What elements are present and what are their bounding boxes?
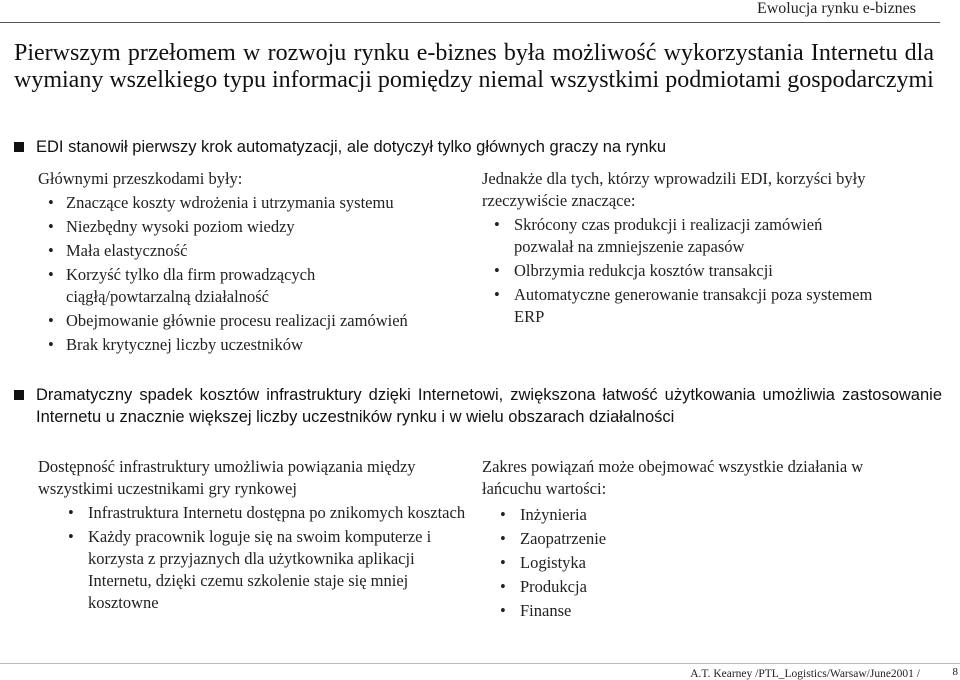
list-item: • Obejmowanie głównie procesu realizacji zamówień	[38, 310, 478, 332]
cost-bullet-text: Dramatyczny spadek kosztów infrastruktury dzięki Internetowi, zwiększona łatwość użytkowania umożliwia zastosowanie Internetu u znacznie większej liczby uczestników rynku i w wielu obszarach działalności	[36, 386, 942, 426]
value-chain-list	[496, 504, 922, 622]
page-number: 8	[952, 666, 958, 678]
list-item: • Finanse	[496, 600, 922, 622]
list-item: • Znaczące koszty wdrożenia i utrzymania systemu	[38, 192, 478, 214]
edi-bullet-text: EDI stanowił pierwszy krok automatyzacji, ale dotyczył tylko głównych graczy na rynku	[36, 138, 666, 156]
footer-source: A.T. Kearney /PTL_Logistics/Warsaw/June2001 /	[690, 668, 920, 680]
list-item: • Korzyść tylko dla firm prowadzących ciągłą/powtarzalną działalność	[38, 264, 386, 308]
square-bullet-icon	[14, 390, 24, 400]
list-item: • Zaopatrzenie	[496, 528, 922, 550]
headline: Pierwszym przełomem w rozwoju rynku e-biznes była możliwość wykorzystania Internetu dla wymiany wszelkiego typu informacji pomiędzy niemal wszystkimi podmiotami gospodarczymi	[14, 40, 934, 93]
list-item: • Skrócony czas produkcji i realizacji zamówień pozwalał na zmniejszenie zapasów	[490, 214, 874, 258]
list-item: • Każdy pracownik loguje się na swoim komputerze i korzysta z przyjaznych dla użytkownika aplikacji Internetu, dzięki czemu szkolenie staje się mniej kosztowne	[64, 526, 468, 614]
cost-bullet	[14, 384, 942, 428]
header-title: Ewolucja rynku e-biznes	[756, 0, 916, 17]
barriers-intro: Głównymi przeszkodami były:	[38, 169, 243, 188]
access-box	[38, 456, 466, 616]
value-chain-intro: Zakres powiązań może obejmować wszystkie działania w łańcuchu wartości:	[482, 457, 864, 498]
barriers-list	[38, 192, 478, 356]
barriers-box	[38, 168, 478, 358]
list-item: • Brak krytycznej liczby uczestników	[38, 334, 478, 356]
header-divider	[0, 22, 940, 23]
square-bullet-icon	[14, 142, 24, 152]
value-chain-box	[482, 456, 922, 624]
list-item: • Infrastruktura Internetu dostępna po znikomych kosztach	[64, 502, 468, 524]
edi-bullet	[14, 136, 942, 158]
list-item: • Niezbędny wysoki poziom wiedzy	[38, 216, 478, 238]
list-item: • Olbrzymia redukcja kosztów transakcji	[490, 260, 922, 282]
benefits-intro: Jednakże dla tych, którzy wprowadzili EDI, korzyści były rzeczywiście znaczące:	[482, 169, 866, 210]
benefits-list	[490, 214, 922, 328]
list-item: • Logistyka	[496, 552, 922, 574]
list-item: • Produkcja	[496, 576, 922, 598]
list-item: • Mała elastyczność	[38, 240, 478, 262]
list-item: • Automatyczne generowanie transakcji poza systemem ERP	[490, 284, 874, 328]
access-intro: Dostępność infrastruktury umożliwia powiązania między wszystkimi uczestnikami gry rynkowej	[38, 457, 416, 498]
access-list	[64, 502, 466, 614]
list-item: • Inżynieria	[496, 504, 922, 526]
footer-divider	[0, 663, 960, 664]
benefits-box	[482, 168, 922, 330]
